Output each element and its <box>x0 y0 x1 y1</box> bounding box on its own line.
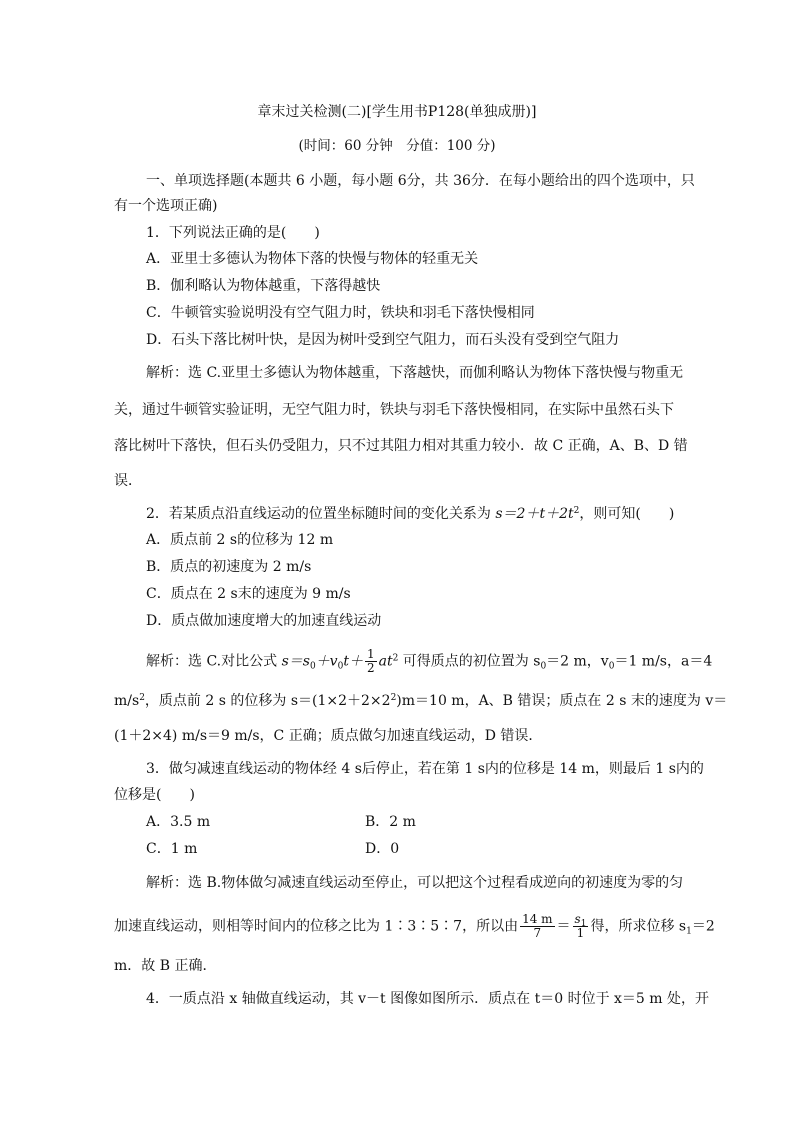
fraction-one-half: $\frac{1}{2}$ <box>366 647 375 675</box>
q2-explanation-line-3: (1＋2×4) m/s＝9 m/s，C 正确；质点做匀加速直线运动，D 错误． <box>114 728 543 744</box>
q1-stem: 1．下列说法正确的是( ) <box>146 225 320 241</box>
q2-option-b: B．质点的初速度为 2 m/s <box>146 559 312 575</box>
q3-option-b: B．2 m <box>365 814 416 830</box>
q4-stem: 4．一质点沿 x 轴做直线运动，其 v－t 图像如图所示．质点在 t＝0 时位于 x＝5 m 处，开 <box>146 991 709 1007</box>
q3-explanation-line-1: 解析：选 B.物体做匀减速直线运动至停止，可以把这个过程看成逆向的初速度为零的匀 <box>146 875 684 891</box>
q3-option-a: A．3.5 m <box>146 814 211 830</box>
q1-explanation-line-4: 误． <box>114 473 142 489</box>
q2-option-a: A．质点前 2 s的位移为 12 m <box>146 532 334 548</box>
q1-option-c: C．牛顿管实验说明没有空气阻力时，铁块和羽毛下落快慢相同 <box>146 305 535 321</box>
q2-explanation-line-2: $m/s^2$，质点前 2 s 的位移为 $s=(1\times 2+2\times 2^2)m=10$ m，A、B 错误；质点在 2 s 末的速度为 v＝ <box>114 693 728 709</box>
q2-explanation-line-1: 解析：选 C.对比公式 $s=s_0+v_0t+$ $\frac{1}{2}$ $at^2$ 可得质点的初位置为 $s_0=2$ m，$v_0=1$ m/s，a＝4 <box>146 647 713 675</box>
q1-explanation-line-2: 关，通过牛顿管实验证明，无空气阻力时，铁块与羽毛下落快慢相同，在实际中虽然石头下 <box>114 402 674 418</box>
fraction-14m-over-7: $\frac{14 m}{7}$ <box>522 912 553 940</box>
q3-option-c: C．1 m <box>146 841 198 857</box>
q2-stem: 2．若某质点沿直线运动的位置坐标随时间的变化关系为 $s=2+t+2t^2$，则可知( ) <box>146 506 675 522</box>
q1-option-d: D．石头下落比树叶快，是因为树叶受到空气阻力，而石头没有受到空气阻力 <box>146 332 620 348</box>
section-heading-line-2: 有一个选项正确) <box>114 198 218 214</box>
q3-explanation-line-2: 加速直线运动，则相等时间内的位移之比为 1∶3∶5∶7，所以由 $\frac{14 m}{7}$ ＝ $\frac{s_1}{1}$ 得，所求位移 $s_1=2$ <box>114 912 715 940</box>
fraction-s1-over-1: $\frac{s_1}{1}$ <box>574 912 587 940</box>
q3-explanation-line-3: m．故 B 正确． <box>114 958 217 974</box>
q1-option-a: A．亚里士多德认为物体下落的快慢与物体的轻重无关 <box>146 251 479 267</box>
page-subtitle: (时间：60 分钟 分值：100 分) <box>298 138 496 154</box>
q3-option-d: D．0 <box>365 841 400 857</box>
page-title: 章末过关检测(二)[学生用书P128(单独成册)] <box>257 104 537 120</box>
q1-explanation-line-1: 解析：选 C.亚里士多德认为物体越重，下落越快，而伽利略认为物体下落快慢与物重无 <box>146 365 684 381</box>
q2-option-d: D．质点做加速度增大的加速直线运动 <box>146 613 382 629</box>
section-heading-line-1: 一、单项选择题(本题共 6 小题，每小题 6分，共 36分．在每小题给出的四个选项中，只 <box>146 173 695 189</box>
q3-stem-line-1: 3．做匀减速直线运动的物体经 4 s后停止，若在第 1 s内的位移是 14 m，则最后 1 s内的 <box>146 761 704 777</box>
q2-option-c: C．质点在 2 s末的速度为 9 m/s <box>146 586 351 602</box>
q3-stem-line-2: 位移是( ) <box>114 787 195 803</box>
q1-explanation-line-3: 落比树叶下落快，但石头仍受阻力，只不过其阻力相对其重力较小．故 C 正确，A、B、D 错 <box>114 438 688 454</box>
q1-option-b: B．伽利略认为物体越重，下落得越快 <box>146 278 381 294</box>
